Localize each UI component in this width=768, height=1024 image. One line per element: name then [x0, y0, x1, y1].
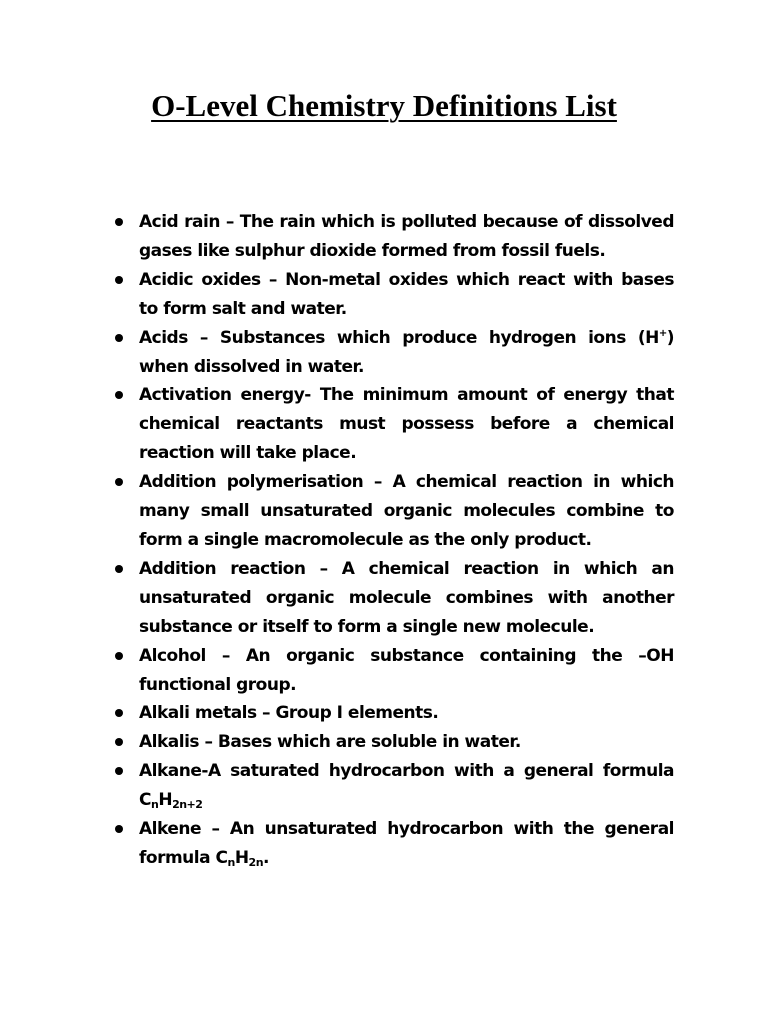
subscript: n: [150, 798, 159, 812]
formula-element: H: [158, 790, 173, 811]
definition-text: Alcohol – An organic substance containing the –OH functional group.: [139, 645, 674, 695]
definition-item: [139, 757, 674, 815]
definition-item: [139, 208, 674, 266]
definition-item: [139, 728, 674, 757]
definition-text: Alkalis – Bases which are soluble in water.: [139, 732, 521, 753]
definition-item: [139, 381, 674, 468]
definition-item: [139, 555, 674, 642]
definition-text: Acid rain – The rain which is polluted because of dissolved gases like sulphur dioxide formed from fossil fuels.: [139, 212, 674, 261]
bullet-icon: [115, 767, 123, 775]
definition-item: [139, 468, 674, 555]
bullet-icon: [115, 565, 123, 573]
bullet-icon: [115, 709, 123, 717]
bullet-icon: [115, 478, 123, 486]
definition-item: [139, 266, 674, 324]
subscript: 2n: [248, 855, 264, 869]
bullet-icon: [115, 276, 123, 284]
definition-item: [139, 642, 674, 700]
formula-element: H: [234, 847, 249, 868]
page-title: [0, 84, 768, 128]
bullet-icon: [115, 738, 123, 746]
bullet-icon: [115, 391, 123, 399]
definition-text: Addition reaction – A chemical reaction in which an unsaturated organic molecule combines with another substance or itself to form a single new molecule.: [139, 558, 674, 637]
definition-text: Alkane-A saturated hydrocarbon with a general formula C: [139, 761, 674, 811]
bullet-icon: [115, 218, 123, 226]
superscript: +: [658, 327, 667, 339]
definition-text: Alkali metals – Group I elements.: [139, 703, 439, 724]
definition-item: [139, 815, 674, 873]
definitions-list: [139, 208, 674, 873]
bullet-icon: [115, 825, 123, 833]
subscript: 2n+2: [172, 798, 203, 812]
bullet-icon: [115, 652, 123, 660]
definition-text: Activation energy- The minimum amount of energy that chemical reactants must possess before a chemical reaction will take place.: [139, 385, 674, 464]
page-title-text: O-Level Chemistry Definitions List: [151, 88, 617, 123]
definition-text: Acids – Substances which produce hydrogen ions (H: [139, 327, 659, 348]
definition-text-after: .: [263, 847, 270, 868]
definition-item: [139, 324, 674, 382]
bullet-icon: [115, 334, 123, 342]
definition-text: Alkene – An unsaturated hydrocarbon with the general formula C: [139, 819, 674, 868]
definition-item: [139, 699, 674, 728]
definition-text: Acidic oxides – Non-metal oxides which react with bases to form salt and water.: [139, 269, 674, 319]
subscript: n: [227, 855, 235, 869]
definition-text-after: ) when dissolved in water.: [139, 327, 674, 377]
definition-text: Addition polymerisation – A chemical reaction in which many small unsaturated organic molecules combine to form a single macromolecule as the only product.: [139, 472, 674, 550]
